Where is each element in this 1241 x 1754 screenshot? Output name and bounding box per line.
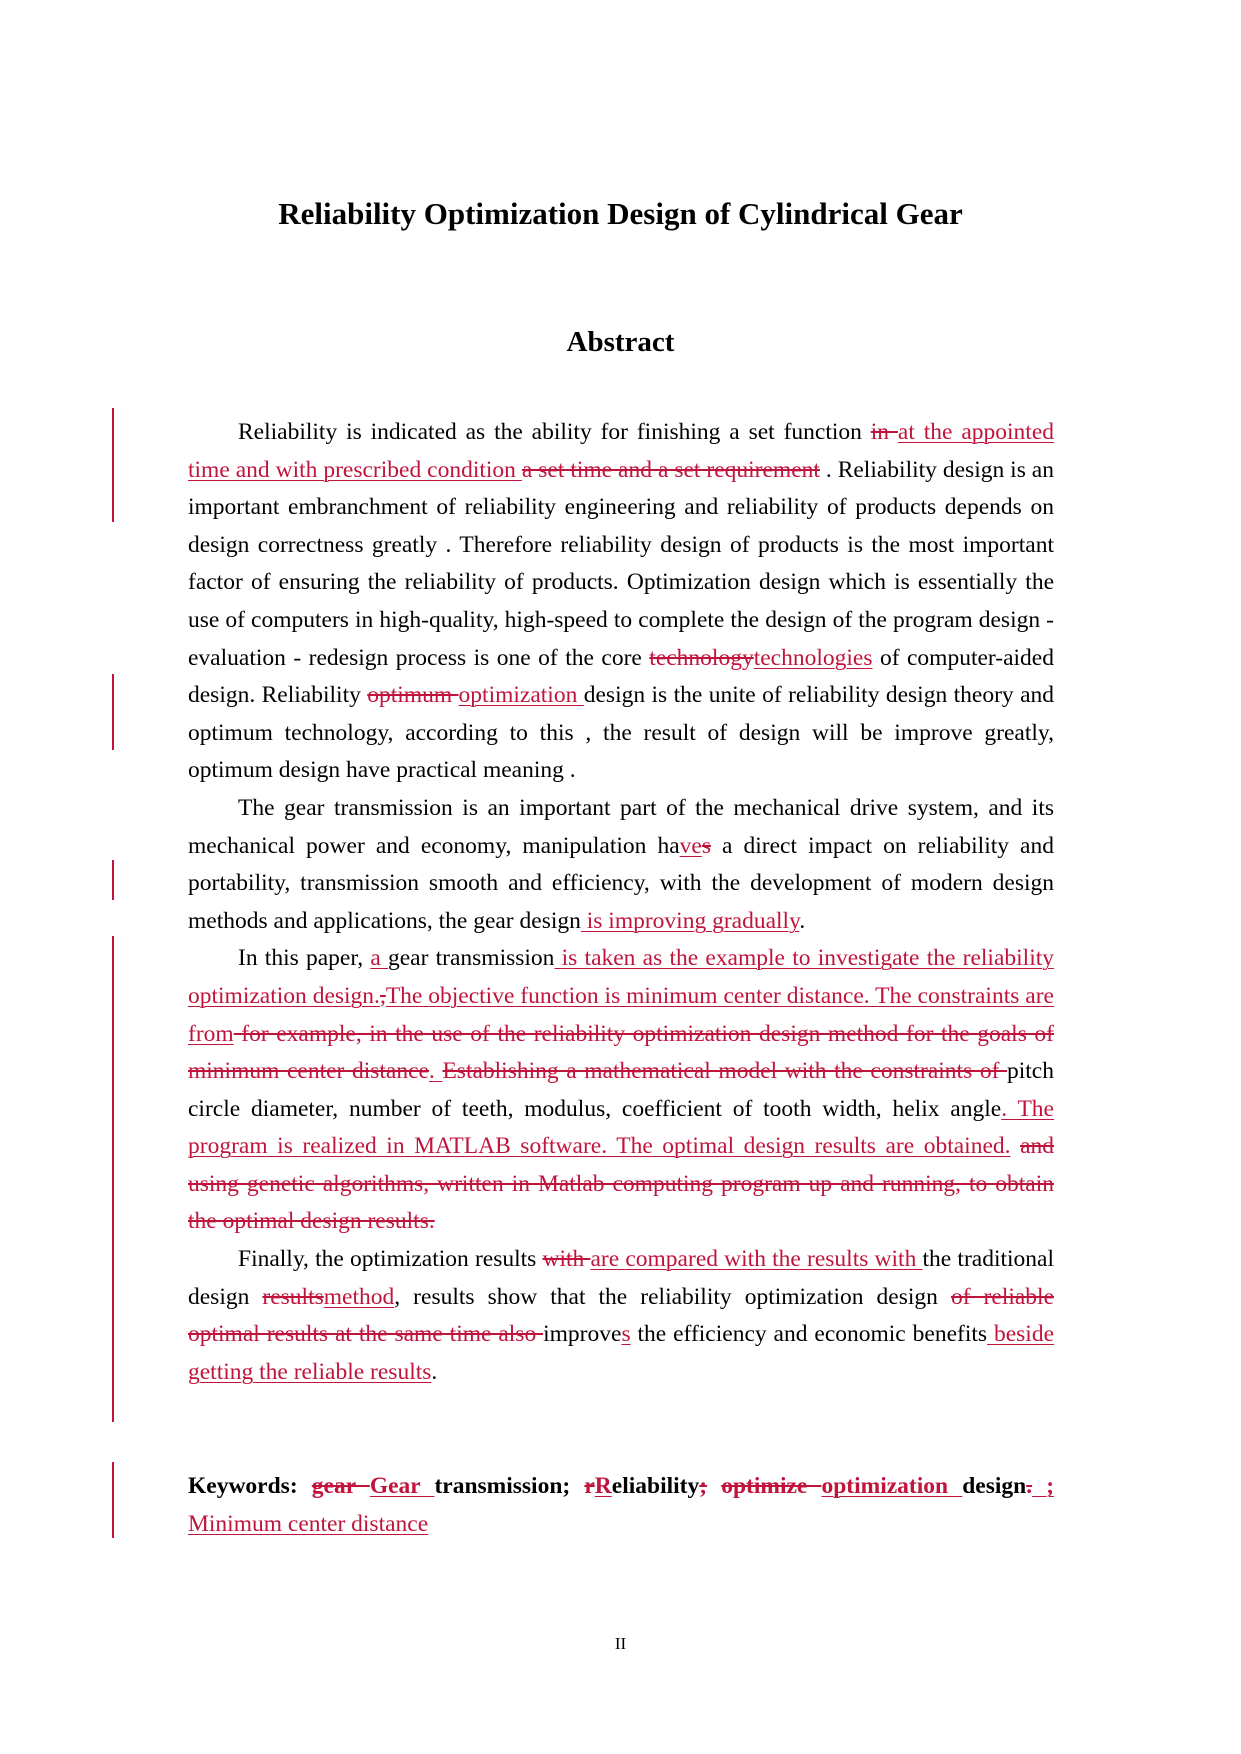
deleted-text: gear [311,1473,370,1499]
inserted-text: s [621,1321,631,1348]
deleted-text: . [1026,1473,1033,1499]
text-run [707,1473,721,1499]
text-run: , results show that the reliability optimization design [394,1283,951,1310]
text-run: improve [543,1321,622,1348]
inserted-text: ve [679,832,702,859]
text-run [1011,1133,1021,1159]
inserted-text: a [370,945,388,972]
deleted-text: ; [699,1473,708,1499]
deleted-text: in [870,419,898,445]
text-run: of computer-aided design. Reliability [188,644,1054,709]
text-run: gear transmission [387,945,555,972]
inserted-text: beside getting the reliable results [188,1321,1054,1385]
text-run: a direct impact on reliability and portability, transmission smooth and efficiency, with the development of modern design methods and applications, the gear design [188,832,1054,934]
inserted-text: . [428,1058,443,1085]
deleted-text: technology [649,644,754,671]
change-bar [112,936,114,1422]
text-run: design [962,1473,1027,1499]
inserted-text: . The program is realized in MATLAB software. The optimal design results are obtained. [188,1095,1054,1160]
change-bar [112,408,114,522]
inserted-text: is improving gradually [580,907,800,934]
abstract-paragraph [188,1241,1054,1391]
text-run: Reliability is indicated as the ability for finishing a set function [238,419,871,445]
text-run: pitch circle diameter, number of teeth, modulus, coefficient of tooth width, helix angle [188,1058,1054,1122]
change-bar [112,674,114,750]
deleted-text: s [701,832,711,859]
text-run: . [799,907,806,934]
deleted-text: for example, in the use of the reliability optimization design method for the goals of minimum center distance [188,1020,1054,1085]
deleted-text: optimize [721,1473,822,1499]
abstract-paragraph [188,414,1054,790]
abstract-paragraph [188,940,1054,1241]
inserted-text: at the appointed time and with prescribed condition [188,419,1055,483]
change-bar [112,1462,114,1538]
deleted-text: Establishing a mathematical model with the constraints of [442,1058,1007,1085]
deleted-text: results [262,1283,324,1310]
text-run: design is the unite of reliability design theory and optimum technology, according to this , the result of design will be improve greatly, optimum design have practical meaning . [188,682,1054,784]
deleted-text: r [584,1473,595,1499]
inserted-text: method [323,1283,395,1310]
keywords-list [188,1473,1054,1537]
deleted-text: of reliable optimal results at the same time also [188,1283,1055,1348]
deleted-text: optimum [367,682,459,709]
inserted-text: technologies [753,644,873,671]
inserted-text: optimization [458,682,584,709]
text-run: . Reliability design is an important embranchment of reliability engineering and reliability of products depends on design correctness greatly . Therefore reliability design of products is the most important factor of ensuring the reliability of products. Optimization design which is essentially the use of computers in high-quality, high-speed to complete the design of the program design - evaluation - redesign process is one of the core [188,456,1054,671]
inserted-text: R [594,1473,612,1499]
text-run: eliability [611,1473,700,1499]
text-run: the efficiency and economic benefits [630,1321,988,1348]
text-run: the traditional design [188,1246,1055,1310]
text-run: transmission; [434,1473,585,1499]
deleted-text: a set time and a set requirement [521,456,820,483]
page-number: II [614,1634,627,1653]
text-run: In this paper, [238,945,371,972]
text-run: Finally, the optimization results [238,1246,543,1273]
inserted-text: optimization [821,1473,963,1499]
keywords-label: Keywords: [188,1473,298,1499]
abstract-paragraph [188,790,1054,940]
deleted-text: with [542,1246,591,1273]
keywords-line [188,1468,1054,1543]
abstract-heading: Abstract [566,326,675,358]
text-run: The gear transmission is an important part of the mechanical drive system, and its mechanical power and economy, manipulation ha [188,794,1054,859]
deleted-text: and using genetic algorithms, written in Matlab computing program up and running, to obtain the optimal design results. [188,1133,1055,1235]
inserted-text: Minimum center distance [188,1510,429,1537]
inserted-text: ; [1032,1473,1055,1499]
document-title: Reliability Optimization Design of Cylindrical Gear [278,196,963,231]
inserted-text: are compared with the results with [590,1246,923,1273]
text-run: . [431,1358,438,1385]
deleted-text: , [379,982,386,1009]
change-bar [112,860,114,900]
text-run [298,1473,312,1499]
inserted-text: Gear [369,1473,435,1499]
abstract-body [188,414,1054,1391]
inserted-text: is taken as the example to investigate the reliability optimization design. [188,945,1054,1009]
inserted-text: The objective function is minimum center distance. The constraints are from [188,982,1054,1047]
